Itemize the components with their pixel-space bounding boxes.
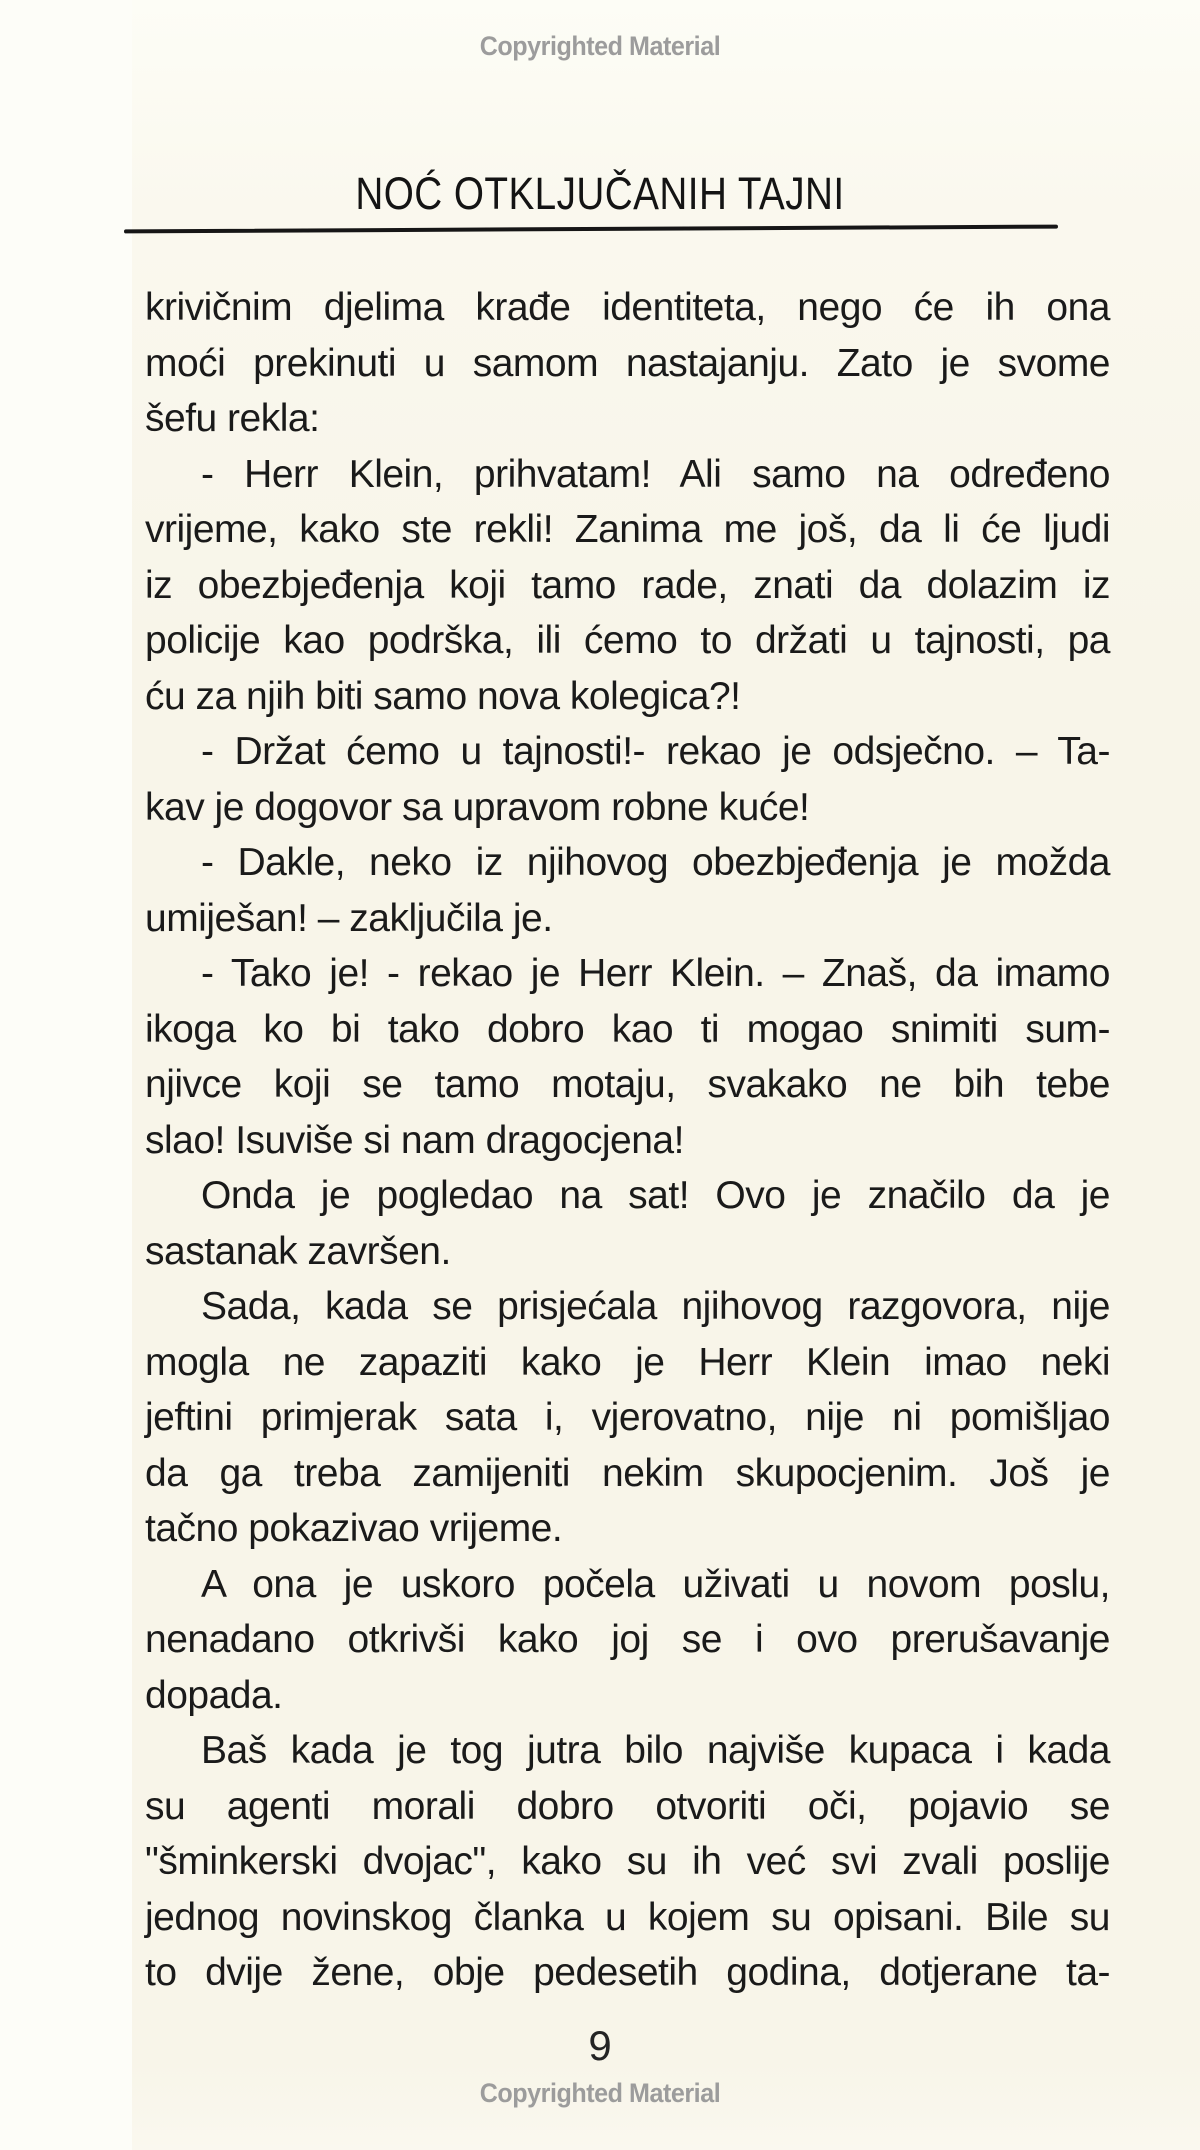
copyright-notice-bottom: Copyrighted Material <box>479 2078 721 2108</box>
page-title: NOĆ OTKLJUČANIH TAJNI <box>355 168 845 219</box>
text-line: tačno pokazivao vrijeme. <box>145 1507 563 1550</box>
text-line: - Dakle, neko iz njihovog obezbjeđenja je možda <box>201 841 1110 884</box>
text-line: nenadano otkrivši kako joj se i ovo prerušavanje <box>145 1618 1110 1661</box>
text-line: Onda je pogledao na sat! Ovo je značilo da je <box>201 1174 1110 1217</box>
text-line: - Tako je! - rekao je Herr Klein. – Znaš, da imamo <box>201 952 1110 995</box>
text-line: ikoga ko bi tako dobro kao ti mogao snimiti sum- <box>145 1007 1110 1051</box>
text-line: kav je dogovor sa upravom robne kuće! <box>145 785 810 829</box>
page-body <box>145 280 1110 2001</box>
text-line: A ona je uskoro počela uživati u novom poslu, <box>201 1562 1110 1606</box>
text-line: - Herr Klein, prihvatam! Ali samo na određeno <box>201 452 1110 496</box>
text-line: dopada. <box>145 1673 283 1717</box>
text-line: umiješan! – zaključila je. <box>145 896 553 940</box>
text-line: policije kao podrška, ili ćemo to držati u tajnosti, pa <box>145 619 1110 662</box>
page-left-margin <box>0 0 132 2150</box>
text-line: ću za njih biti samo nova kolegica?! <box>145 674 741 718</box>
text-line: su agenti morali dobro otvoriti oči, pojavio se <box>145 1784 1110 1828</box>
text-line: da ga treba zamijeniti nekim skupocjenim. Još je <box>145 1451 1110 1495</box>
text-line: jednog novinskog članka u kojem su opisani. Bile su <box>145 1895 1110 1939</box>
text-line: sastanak završen. <box>145 1229 451 1273</box>
text-line: mogla ne zapaziti kako je Herr Klein imao neki <box>145 1340 1110 1384</box>
copyright-notice-top: Copyrighted Material <box>479 31 721 61</box>
text-line: jeftini primjerak sata i, vjerovatno, nije ni pomišljao <box>145 1396 1110 1439</box>
text-line: njivce koji se tamo motaju, svakako ne bih tebe <box>145 1063 1110 1106</box>
page-number: 9 <box>588 2022 612 2069</box>
text-line: - Držat ćemo u tajnosti!- rekao je odsječno. – Ta- <box>201 730 1110 773</box>
text-line: krivičnim djelima krađe identiteta, nego će ih ona <box>145 286 1110 329</box>
text-line: "šminkerski dvojac", kako su ih već svi zvali poslije <box>145 1840 1110 1883</box>
text-line: to dvije žene, obje pedesetih godina, dotjerane ta- <box>145 1951 1110 1994</box>
text-line: šefu rekla: <box>145 397 320 440</box>
title-underline <box>124 225 1058 234</box>
text-line: Sada, kada se prisjećala njihovog razgovora, nije <box>201 1285 1110 1328</box>
text-line: moći prekinuti u samom nastajanju. Zato je svome <box>145 341 1110 385</box>
text-line: slao! Isuviše si nam dragocjena! <box>145 1118 684 1162</box>
text-line: iz obezbjeđenja koji tamo rade, znati da dolazim iz <box>145 563 1110 607</box>
text-line: vrijeme, kako ste rekli! Zanima me još, da li će ljudi <box>145 508 1110 551</box>
text-line: Baš kada je tog jutra bilo najviše kupaca i kada <box>201 1729 1110 1772</box>
